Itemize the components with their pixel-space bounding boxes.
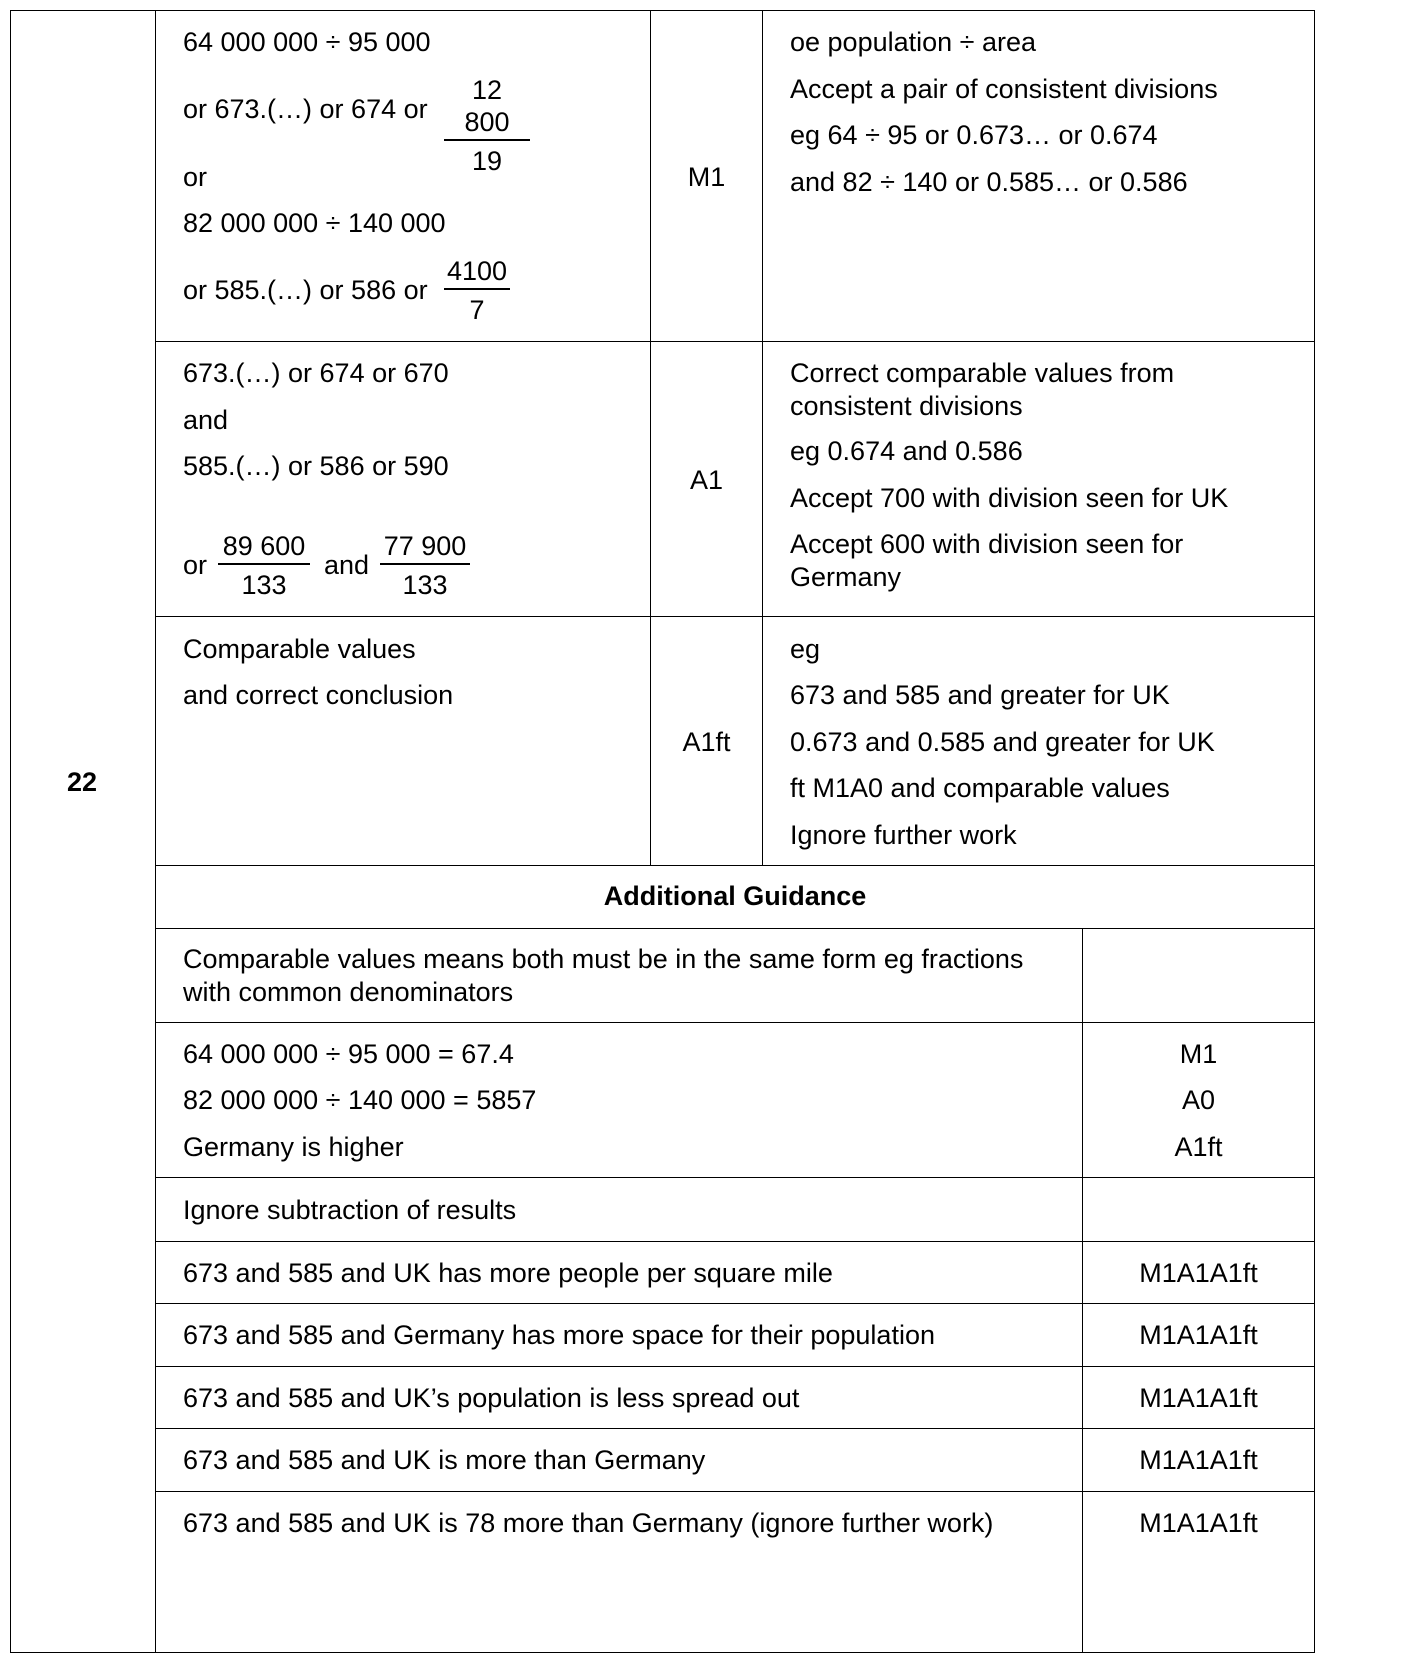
- method-line: or 585.(…) or 586 or: [183, 275, 428, 305]
- comment-line: ft M1A0 and comparable values: [790, 773, 1170, 803]
- fraction-denominator: 133: [402, 570, 448, 600]
- guidance-heading: Additional Guidance: [603, 881, 867, 911]
- guidance-text: 673 and 585 and UK has more people per square mile: [183, 1258, 833, 1288]
- row-divider: [155, 1491, 1315, 1492]
- row-divider: [155, 1303, 1315, 1304]
- fraction-numerator: 77 900: [380, 530, 470, 565]
- fraction: [444, 74, 530, 177]
- row-divider: [155, 1241, 1315, 1242]
- mark: M1: [687, 162, 726, 192]
- fraction: [380, 530, 470, 601]
- comment-line: Correct comparable values from consistent divisions: [790, 358, 1175, 421]
- mark-scheme-table: [10, 10, 1400, 1653]
- row-divider: [155, 1022, 1315, 1023]
- row-divider: [155, 928, 1315, 929]
- comment-line: Accept a pair of consistent divisions: [790, 74, 1218, 104]
- comment-line: 0.673 and 0.585 and greater for UK: [790, 727, 1215, 757]
- fraction: [444, 255, 510, 326]
- guidance-mark: M1A1A1ft: [1139, 1258, 1258, 1288]
- guidance-text: 673 and 585 and Germany has more space for their population: [183, 1320, 935, 1350]
- comment-line: eg 64 ÷ 95 or 0.673… or 0.674: [790, 120, 1158, 150]
- guidance-text: 82 000 000 ÷ 140 000 = 5857: [183, 1085, 537, 1115]
- row-divider: [155, 341, 1315, 342]
- comment-line: Accept 700 with division seen for UK: [790, 483, 1229, 513]
- method-line: or 673.(…) or 674 or: [183, 94, 428, 124]
- comment-line: eg: [790, 634, 821, 664]
- row-divider: [155, 1428, 1315, 1429]
- comment-line: and 82 ÷ 140 or 0.585… or 0.586: [790, 167, 1188, 197]
- comment-line: Accept 600 with division seen for Germany: [790, 529, 1184, 592]
- fraction-denominator: 19: [471, 146, 503, 176]
- comment-line: oe population ÷ area: [790, 27, 1037, 57]
- method-line: 585.(…) or 586 or 590: [183, 451, 449, 481]
- mark: A1: [689, 465, 724, 495]
- guidance-mark: M1A1A1ft: [1139, 1383, 1258, 1413]
- guidance-mark: M1: [1179, 1039, 1218, 1069]
- comment-line: eg 0.674 and 0.586: [790, 436, 1023, 466]
- method-line: 673.(…) or 674 or 670: [183, 358, 449, 388]
- fraction-denominator: 133: [241, 570, 287, 600]
- guidance-text: Ignore subtraction of results: [183, 1195, 517, 1225]
- guidance-mark: M1A1A1ft: [1139, 1508, 1258, 1538]
- method-line: and: [183, 405, 229, 435]
- fraction: [218, 530, 310, 601]
- table-border-right: [1314, 10, 1315, 1653]
- guidance-text: Germany is higher: [183, 1132, 404, 1162]
- mark-column-divider-right: [762, 10, 763, 865]
- question-number: 22: [67, 767, 98, 797]
- guidance-text: Comparable values means both must be in the same form eg fractions with common denominators: [183, 944, 1024, 1007]
- method-line: Comparable values: [183, 634, 416, 664]
- mark: A1ft: [682, 727, 731, 757]
- row-divider: [155, 616, 1315, 617]
- method-line: or: [183, 550, 208, 580]
- method-line: and: [324, 550, 370, 580]
- guidance-text: 673 and 585 and UK is more than Germany: [183, 1445, 706, 1475]
- table-border-left: [10, 10, 11, 1653]
- row-divider: [155, 865, 1315, 866]
- comment-line: 673 and 585 and greater for UK: [790, 680, 1170, 710]
- fraction-numerator: 4100: [444, 255, 510, 290]
- method-line: 82 000 000 ÷ 140 000: [183, 208, 446, 238]
- guidance-mark: A1ft: [1174, 1132, 1223, 1162]
- guidance-mark: M1A1A1ft: [1139, 1320, 1258, 1350]
- row-divider: [155, 1366, 1315, 1367]
- question-column-divider: [155, 10, 156, 1653]
- guidance-text: 673 and 585 and UK is 78 more than Germany (ignore further work): [183, 1508, 994, 1538]
- fraction-numerator: 12 800: [444, 74, 530, 141]
- fraction-denominator: 7: [469, 295, 485, 325]
- guidance-text: 64 000 000 ÷ 95 000 = 67.4: [183, 1039, 514, 1069]
- method-line: or: [183, 162, 208, 192]
- fraction-numerator: 89 600: [218, 530, 310, 565]
- guidance-text: 673 and 585 and UK’s population is less spread out: [183, 1383, 800, 1413]
- method-line: and correct conclusion: [183, 680, 454, 710]
- table-border-bottom: [10, 1652, 1315, 1653]
- table-border-top: [10, 10, 1315, 11]
- row-divider: [155, 1177, 1315, 1178]
- guidance-mark: A0: [1181, 1085, 1216, 1115]
- method-line: 64 000 000 ÷ 95 000: [183, 27, 431, 57]
- guidance-mark: M1A1A1ft: [1139, 1445, 1258, 1475]
- comment-line: Ignore further work: [790, 820, 1017, 850]
